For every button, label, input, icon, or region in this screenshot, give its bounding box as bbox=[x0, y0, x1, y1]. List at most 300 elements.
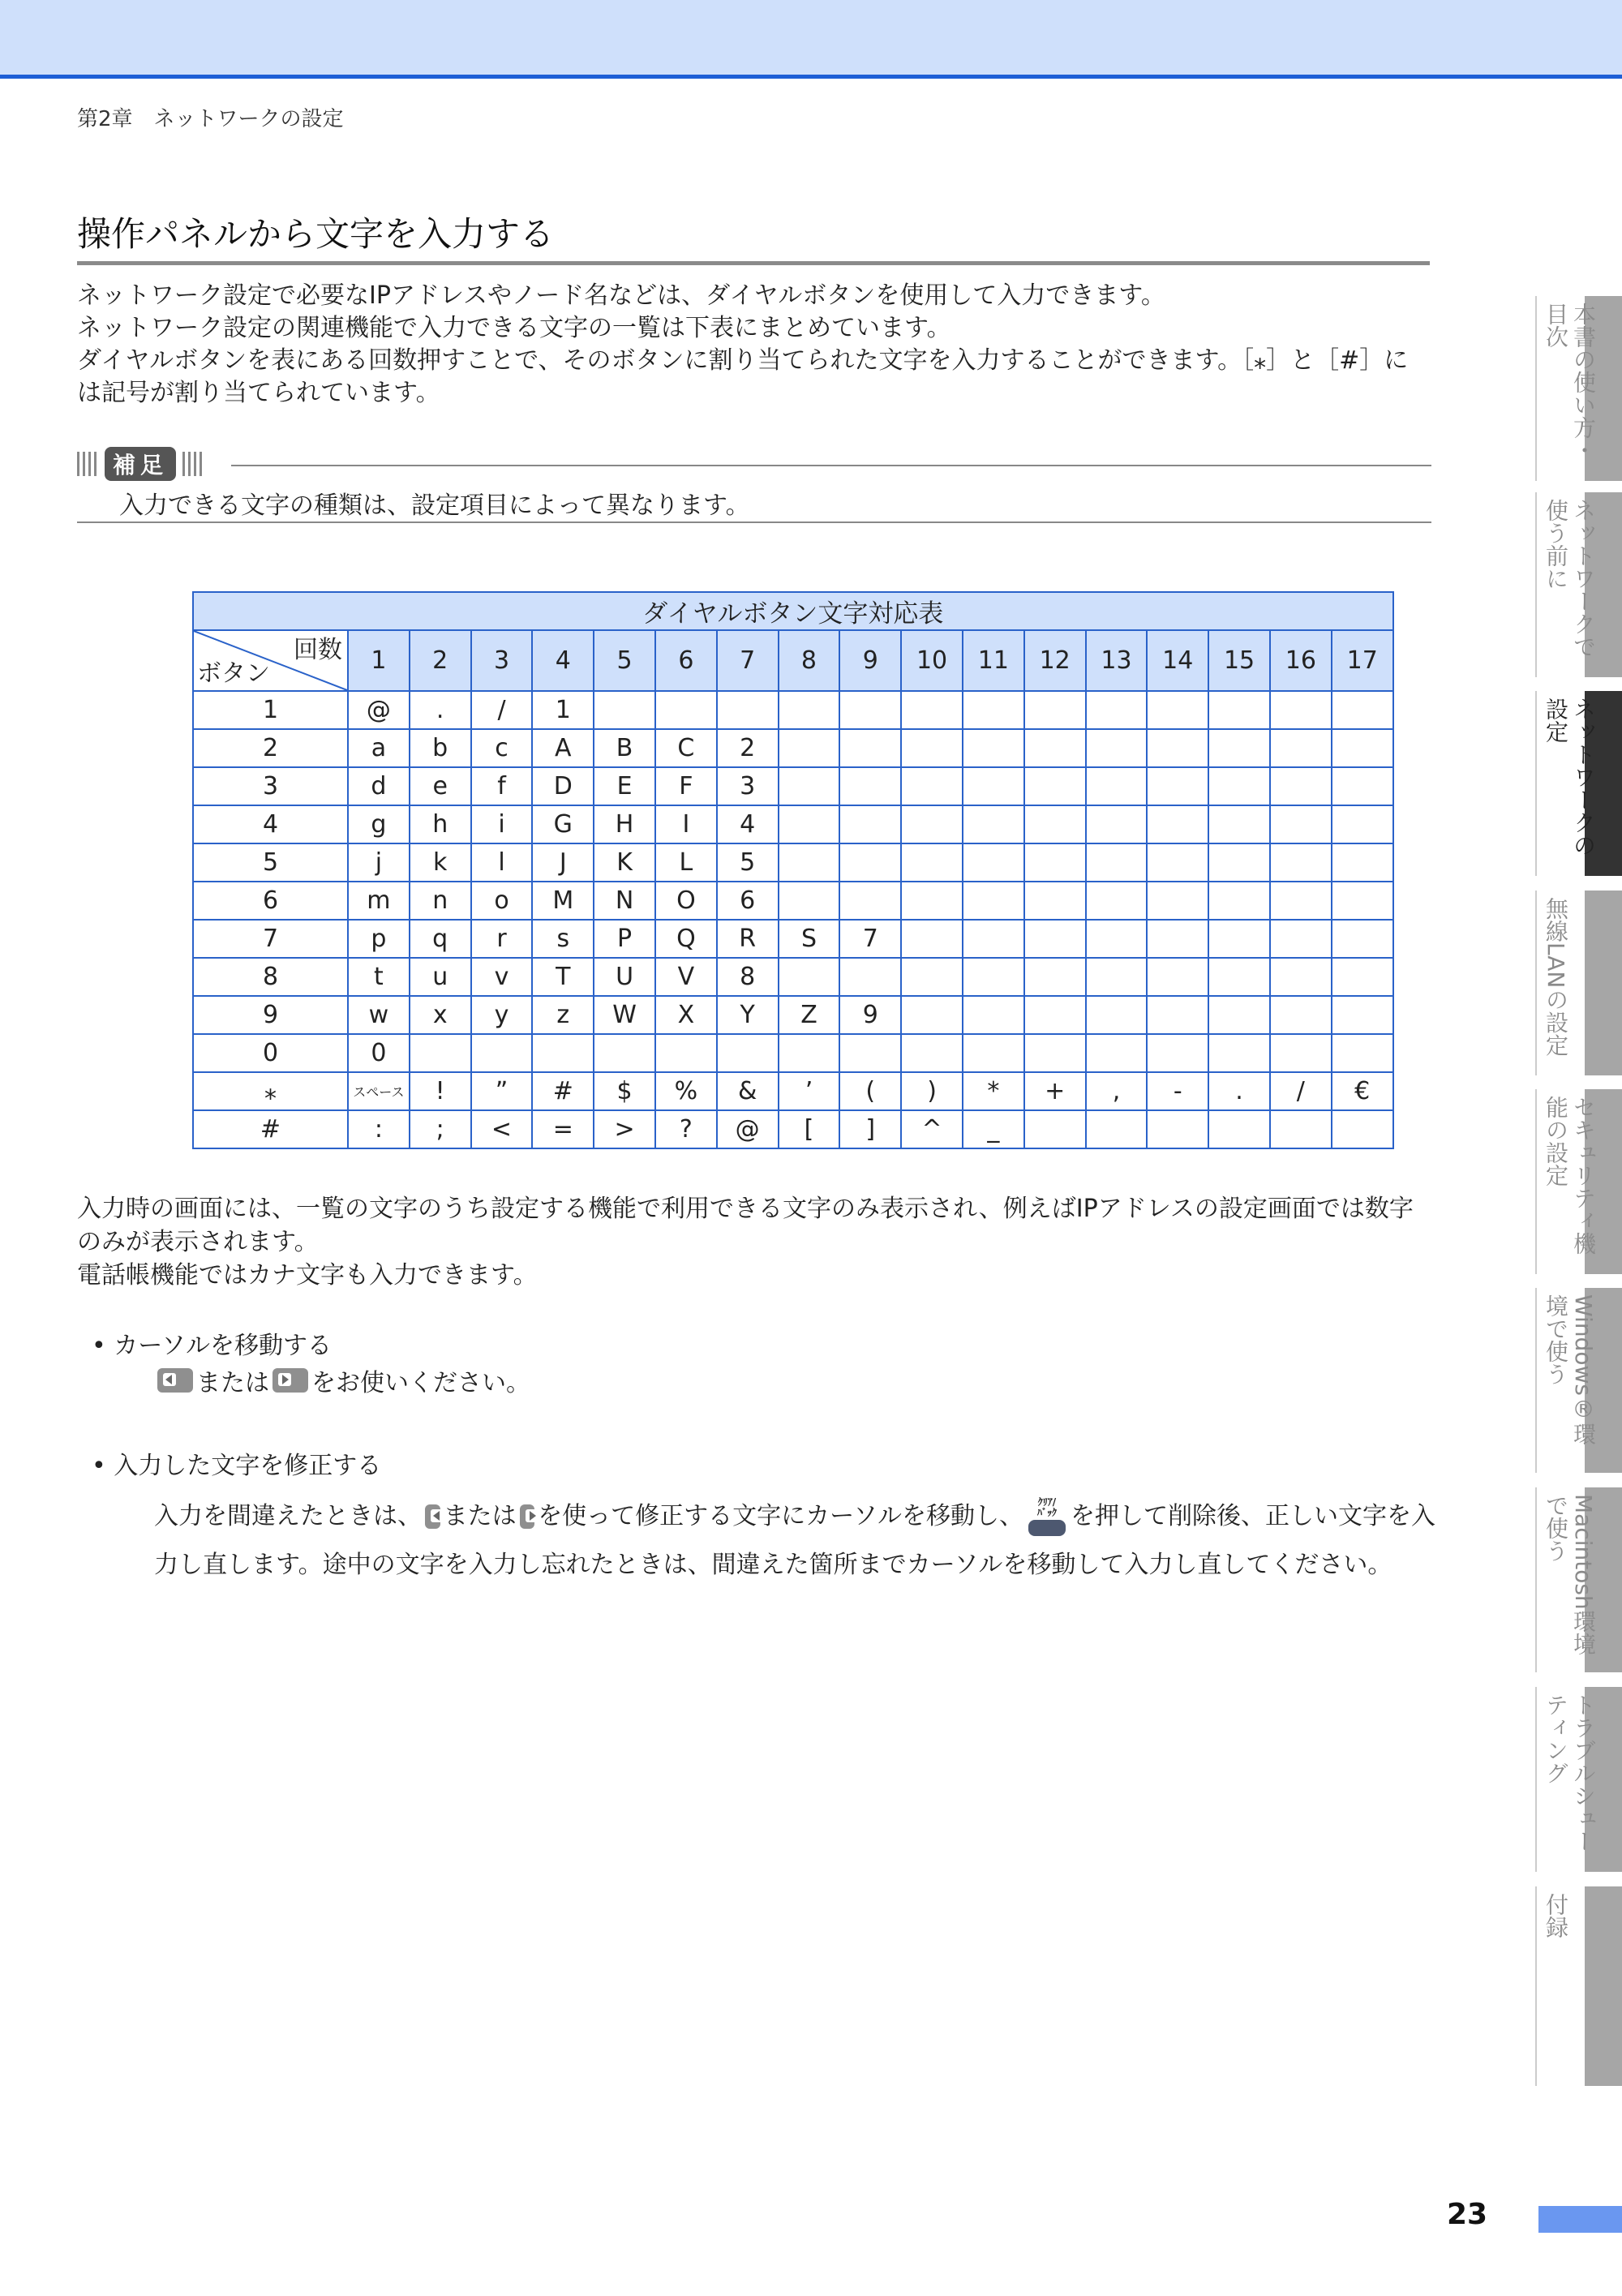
fix-text-b: または bbox=[443, 1502, 517, 1530]
table-cell: $ bbox=[594, 1072, 655, 1110]
table-cell bbox=[1332, 996, 1393, 1034]
table-cell: . bbox=[410, 691, 471, 729]
table-cell: * bbox=[963, 1072, 1024, 1110]
chapter-tab-label: ネットワークの設定 bbox=[1543, 697, 1597, 856]
text-or: または bbox=[196, 1369, 269, 1397]
table-cell: q bbox=[410, 920, 471, 958]
table-cell bbox=[1024, 729, 1086, 767]
table-cell: S bbox=[779, 920, 840, 958]
table-column-header: 10 bbox=[901, 630, 963, 691]
table-cell bbox=[1208, 996, 1270, 1034]
table-column-header: 11 bbox=[963, 630, 1024, 691]
table-cell bbox=[901, 958, 963, 996]
table-cell: ; bbox=[410, 1110, 471, 1148]
table-column-header: 2 bbox=[410, 630, 471, 691]
table-cell bbox=[1086, 996, 1148, 1034]
table-cell bbox=[1270, 1110, 1332, 1148]
row-button-label: # bbox=[193, 1110, 348, 1148]
table-cell bbox=[839, 691, 901, 729]
table-column-header: 4 bbox=[532, 630, 594, 691]
table-cell bbox=[1208, 1034, 1270, 1072]
note-header bbox=[77, 448, 1431, 482]
table-cell bbox=[1332, 805, 1393, 843]
table-cell bbox=[717, 691, 779, 729]
table-cell bbox=[1086, 691, 1148, 729]
table-cell: V bbox=[655, 958, 717, 996]
chapter-tab-separator bbox=[1535, 691, 1537, 876]
table-cell: t bbox=[348, 958, 410, 996]
table-cell bbox=[1024, 920, 1086, 958]
table-cell: 3 bbox=[717, 767, 779, 805]
row-button-label: 4 bbox=[193, 805, 348, 843]
table-cell bbox=[532, 1034, 594, 1072]
table-cell: スペース bbox=[348, 1072, 410, 1110]
table-column-header: 16 bbox=[1270, 630, 1332, 691]
table-cell: E bbox=[594, 767, 655, 805]
table-cell bbox=[1147, 996, 1208, 1034]
table-cell bbox=[1086, 1034, 1148, 1072]
table-cell bbox=[1270, 691, 1332, 729]
left-arrow-key-icon bbox=[157, 1368, 193, 1393]
table-cell bbox=[1147, 1110, 1208, 1148]
table-cell bbox=[1024, 1034, 1086, 1072]
row-button-label: 5 bbox=[193, 843, 348, 882]
bullet-fix-text-body bbox=[154, 1492, 1435, 1590]
intro-line: ネットワーク設定の関連機能で入力できる文字の一覧は下表にまとめています。 bbox=[77, 314, 951, 342]
table-cell bbox=[779, 729, 840, 767]
table-cell bbox=[1208, 882, 1270, 920]
table-cell: + bbox=[1024, 1072, 1086, 1110]
table-cell: j bbox=[348, 843, 410, 882]
note-divider bbox=[77, 521, 1431, 523]
table-cell: U bbox=[594, 958, 655, 996]
table-row bbox=[193, 1034, 1393, 1072]
table-cell: - bbox=[1147, 1072, 1208, 1110]
table-cell bbox=[901, 843, 963, 882]
fix-text-c: を使って修正する文字にカーソルを移動し、 bbox=[538, 1502, 1023, 1530]
table-cell: G bbox=[532, 805, 594, 843]
note-divider bbox=[231, 465, 1431, 466]
table-cell bbox=[1086, 767, 1148, 805]
row-button-label: 8 bbox=[193, 958, 348, 996]
intro-line: ネットワーク設定で必要なIPアドレスやノード名などは、ダイヤルボタンを使用して入力できます。 bbox=[77, 281, 1165, 310]
table-cell: ! bbox=[410, 1072, 471, 1110]
table-cell bbox=[963, 805, 1024, 843]
table-cell: X bbox=[655, 996, 717, 1034]
table-cell bbox=[779, 691, 840, 729]
table-cell bbox=[1147, 729, 1208, 767]
table-cell bbox=[471, 1034, 533, 1072]
table-row bbox=[193, 920, 1393, 958]
table-cell bbox=[1332, 1110, 1393, 1148]
table-cell bbox=[963, 996, 1024, 1034]
table-cell bbox=[410, 1034, 471, 1072]
table-cell bbox=[1270, 996, 1332, 1034]
row-button-label: 6 bbox=[193, 882, 348, 920]
table-cell bbox=[1208, 843, 1270, 882]
table-cell: P bbox=[594, 920, 655, 958]
chapter-tab[interactable] bbox=[1535, 492, 1622, 677]
table-cell bbox=[1086, 1110, 1148, 1148]
table-cell bbox=[1147, 843, 1208, 882]
table-cell bbox=[1332, 882, 1393, 920]
chapter-tab-separator bbox=[1535, 492, 1537, 677]
table-cell bbox=[839, 729, 901, 767]
table-cell: z bbox=[532, 996, 594, 1034]
row-button-label: 7 bbox=[193, 920, 348, 958]
table-cell bbox=[963, 920, 1024, 958]
table-cell: D bbox=[532, 767, 594, 805]
chapter-tab-separator bbox=[1535, 1687, 1537, 1872]
table-cell bbox=[1208, 958, 1270, 996]
header-band bbox=[0, 0, 1622, 79]
table-cell: h bbox=[410, 805, 471, 843]
table-cell bbox=[901, 920, 963, 958]
chapter-tab-label: Windows®環境で使う bbox=[1543, 1294, 1597, 1445]
row-button-label: 3 bbox=[193, 767, 348, 805]
table-cell: J bbox=[532, 843, 594, 882]
table-cell: # bbox=[532, 1072, 594, 1110]
table-cell bbox=[839, 767, 901, 805]
table-row bbox=[193, 729, 1393, 767]
table-cell: @ bbox=[348, 691, 410, 729]
table-cell bbox=[839, 843, 901, 882]
dial-button-char-table bbox=[192, 591, 1394, 1149]
table-row bbox=[193, 996, 1393, 1034]
table-cell: 8 bbox=[717, 958, 779, 996]
chapter-tab-label: 無線LANの設定 bbox=[1543, 897, 1569, 1057]
table-cell: H bbox=[594, 805, 655, 843]
table-cell bbox=[1147, 920, 1208, 958]
table-cell bbox=[1208, 729, 1270, 767]
table-cell: Y bbox=[717, 996, 779, 1034]
page-title: 操作パネルから文字を入力する bbox=[77, 208, 1430, 265]
chapter-tab-separator bbox=[1535, 1089, 1537, 1274]
table-cell bbox=[963, 767, 1024, 805]
table-cell: a bbox=[348, 729, 410, 767]
table-column-header: 7 bbox=[717, 630, 779, 691]
table-cell: b bbox=[410, 729, 471, 767]
table-cell: > bbox=[594, 1110, 655, 1148]
table-cell bbox=[1024, 805, 1086, 843]
chapter-tab-bar bbox=[1585, 891, 1622, 1075]
table-cell: _ bbox=[963, 1110, 1024, 1148]
table-cell: < bbox=[471, 1110, 533, 1148]
table-cell bbox=[1208, 805, 1270, 843]
table-cell: @ bbox=[717, 1110, 779, 1148]
table-cell bbox=[1270, 843, 1332, 882]
table-cell: T bbox=[532, 958, 594, 996]
intro-line: ダイヤルボタンを表にある回数押すことで、そのボタンに割り当てられた文字を入力することができます。［⁎］と［#］に bbox=[77, 346, 1409, 375]
intro-text bbox=[77, 280, 1431, 410]
chapter-tab-separator bbox=[1535, 1487, 1537, 1672]
chapter-tab[interactable] bbox=[1535, 1886, 1622, 2086]
table-cell: x bbox=[410, 996, 471, 1034]
table-cell: O bbox=[655, 882, 717, 920]
table-cell: r bbox=[471, 920, 533, 958]
table-cell: n bbox=[410, 882, 471, 920]
table-cell bbox=[1086, 920, 1148, 958]
table-cell: m bbox=[348, 882, 410, 920]
table-cell bbox=[1086, 958, 1148, 996]
table-cell bbox=[1024, 882, 1086, 920]
table-cell bbox=[1147, 1034, 1208, 1072]
table-cell bbox=[839, 805, 901, 843]
table-column-header: 17 bbox=[1332, 630, 1393, 691]
table-column-header: 12 bbox=[1024, 630, 1086, 691]
table-cell bbox=[1024, 996, 1086, 1034]
table-cell: & bbox=[717, 1072, 779, 1110]
note-label: 補足 bbox=[105, 447, 176, 481]
clear-key-label: ｸﾘｱ/ bbox=[1037, 1496, 1057, 1508]
chapter-tab[interactable] bbox=[1535, 296, 1622, 481]
table-cell: L bbox=[655, 843, 717, 882]
row-button-label: 0 bbox=[193, 1034, 348, 1072]
table-cell bbox=[963, 1034, 1024, 1072]
table-cell bbox=[901, 691, 963, 729]
table-cell bbox=[1270, 882, 1332, 920]
breadcrumb: 第2章 ネットワークの設定 bbox=[77, 107, 344, 131]
table-cell: d bbox=[348, 767, 410, 805]
table-cell: . bbox=[1208, 1072, 1270, 1110]
page-number: 23 bbox=[1447, 2198, 1488, 2231]
table-cell: u bbox=[410, 958, 471, 996]
table-column-header: 1 bbox=[348, 630, 410, 691]
table-cell: l bbox=[471, 843, 533, 882]
table-cell: ” bbox=[471, 1072, 533, 1110]
intro-line: は記号が割り当てられています。 bbox=[77, 379, 440, 407]
chapter-tab-label: ネットワークで使う前に bbox=[1543, 499, 1597, 658]
table-column-header: 9 bbox=[839, 630, 901, 691]
table-cell bbox=[1270, 958, 1332, 996]
table-cell: ) bbox=[901, 1072, 963, 1110]
table-cell bbox=[1270, 729, 1332, 767]
left-arrow-key-icon bbox=[425, 1504, 440, 1529]
table-cell: ( bbox=[839, 1072, 901, 1110]
chapter-tab[interactable] bbox=[1535, 1288, 1622, 1473]
bullet-move-cursor-text bbox=[154, 1363, 530, 1398]
chapter-tab[interactable] bbox=[1535, 691, 1622, 876]
table-cell: W bbox=[594, 996, 655, 1034]
table-cell bbox=[1086, 843, 1148, 882]
table-cell: ’ bbox=[779, 1072, 840, 1110]
fix-line-2: 力し直します。途中の文字を入力し忘れたときは、間違えた箇所までカーソルを移動して入力し直してください。 bbox=[154, 1551, 1392, 1579]
explanation-text bbox=[77, 1192, 1431, 1292]
table-cell: N bbox=[594, 882, 655, 920]
explanation-line: 入力時の画面には、一覧の文字のうち設定する機能で利用できる文字のみ表示され、例えばIPアドレスの設定画面では数字 bbox=[77, 1195, 1414, 1223]
table-cell: : bbox=[348, 1110, 410, 1148]
table-cell bbox=[901, 805, 963, 843]
table-cell: K bbox=[594, 843, 655, 882]
table-cell bbox=[1024, 1110, 1086, 1148]
row-button-label: 9 bbox=[193, 996, 348, 1034]
table-cell: M bbox=[532, 882, 594, 920]
chapter-tab-bar bbox=[1585, 1886, 1622, 2086]
table-cell: ? bbox=[655, 1110, 717, 1148]
note-text: 入力できる文字の種類は、設定項目によって異なります。 bbox=[119, 491, 750, 520]
page-number-marker bbox=[1538, 2206, 1622, 2233]
table-cell: % bbox=[655, 1072, 717, 1110]
chapter-tab-separator bbox=[1535, 296, 1537, 481]
chapter-tab[interactable] bbox=[1535, 1487, 1622, 1672]
table-cell: 6 bbox=[717, 882, 779, 920]
table-cell: [ bbox=[779, 1110, 840, 1148]
table-cell: v bbox=[471, 958, 533, 996]
table-cell: 1 bbox=[532, 691, 594, 729]
table-cell bbox=[1270, 767, 1332, 805]
table-cell: C bbox=[655, 729, 717, 767]
table-caption: ダイヤルボタン文字対応表 bbox=[193, 592, 1393, 630]
table-row bbox=[193, 882, 1393, 920]
table-cell bbox=[1208, 767, 1270, 805]
table-cell bbox=[963, 729, 1024, 767]
corner-label-button: ボタン bbox=[197, 659, 270, 688]
text-use: をお使いください。 bbox=[311, 1369, 530, 1397]
table-cell bbox=[839, 882, 901, 920]
table-cell bbox=[1332, 729, 1393, 767]
table-cell bbox=[901, 1034, 963, 1072]
row-button-label: 1 bbox=[193, 691, 348, 729]
table-column-header: 6 bbox=[655, 630, 717, 691]
table-cell bbox=[1208, 920, 1270, 958]
table-row bbox=[193, 1072, 1393, 1110]
table-cell: s bbox=[532, 920, 594, 958]
table-column-header: 3 bbox=[471, 630, 533, 691]
table-cell: k bbox=[410, 843, 471, 882]
table-cell bbox=[717, 1034, 779, 1072]
table-cell bbox=[1024, 767, 1086, 805]
table-cell bbox=[1208, 691, 1270, 729]
table-cell: B bbox=[594, 729, 655, 767]
table-cell bbox=[1270, 920, 1332, 958]
table-cell: y bbox=[471, 996, 533, 1034]
table-cell bbox=[963, 958, 1024, 996]
table-cell: / bbox=[471, 691, 533, 729]
chapter-tab[interactable] bbox=[1535, 1089, 1622, 1274]
table-column-header: 15 bbox=[1208, 630, 1270, 691]
table-cell: 2 bbox=[717, 729, 779, 767]
table-cell bbox=[1332, 1034, 1393, 1072]
chapter-tab[interactable] bbox=[1535, 891, 1622, 1075]
table-cell: I bbox=[655, 805, 717, 843]
fix-text-d: を押して削除後、正しい文字を入 bbox=[1071, 1502, 1435, 1530]
explanation-line: 電話帳機能ではカナ文字も入力できます。 bbox=[77, 1261, 538, 1290]
bullet-move-cursor-title: • カーソルを移動する bbox=[92, 1332, 333, 1360]
row-button-label: ⁎ bbox=[193, 1072, 348, 1110]
table-cell bbox=[1147, 691, 1208, 729]
table-cell bbox=[1332, 767, 1393, 805]
chapter-tab-separator bbox=[1535, 1288, 1537, 1473]
table-cell bbox=[779, 1034, 840, 1072]
table-cell: / bbox=[1270, 1072, 1332, 1110]
table-cell bbox=[839, 958, 901, 996]
table-cell bbox=[1147, 767, 1208, 805]
bullet-fix-text-title: • 入力した文字を修正する bbox=[92, 1452, 382, 1480]
table-cell bbox=[594, 1034, 655, 1072]
table-cell bbox=[1332, 958, 1393, 996]
table-cell bbox=[839, 1034, 901, 1072]
table-cell bbox=[963, 843, 1024, 882]
table-cell bbox=[1086, 729, 1148, 767]
table-cell bbox=[1270, 805, 1332, 843]
table-cell bbox=[779, 882, 840, 920]
table-row bbox=[193, 691, 1393, 729]
table-cell bbox=[779, 805, 840, 843]
table-cell bbox=[1208, 1110, 1270, 1148]
back-key-label: ﾊﾞｯｸ bbox=[1036, 1507, 1057, 1518]
explanation-line: のみが表示されます。 bbox=[77, 1228, 319, 1256]
row-button-label: 2 bbox=[193, 729, 348, 767]
table-cell bbox=[1332, 691, 1393, 729]
table-cell: ^ bbox=[901, 1110, 963, 1148]
chapter-tab[interactable] bbox=[1535, 1687, 1622, 1872]
table-cell: € bbox=[1332, 1072, 1393, 1110]
table-cell bbox=[1024, 843, 1086, 882]
chapter-tab-label: トラブルシューティング bbox=[1543, 1693, 1597, 1852]
table-cell bbox=[1086, 805, 1148, 843]
table-column-header: 5 bbox=[594, 630, 655, 691]
note-ticks-icon bbox=[77, 452, 98, 476]
clear-back-key-icon bbox=[1028, 1497, 1066, 1536]
table-cell: p bbox=[348, 920, 410, 958]
table-cell bbox=[963, 882, 1024, 920]
note-badge bbox=[77, 448, 204, 480]
table-cell bbox=[1147, 958, 1208, 996]
table-cell bbox=[779, 958, 840, 996]
table-cell: = bbox=[532, 1110, 594, 1148]
note-ticks-icon bbox=[182, 452, 204, 476]
table-cell: 9 bbox=[839, 996, 901, 1034]
table-cell: F bbox=[655, 767, 717, 805]
table-column-header: 14 bbox=[1147, 630, 1208, 691]
table-cell bbox=[779, 843, 840, 882]
table-column-header: 8 bbox=[779, 630, 840, 691]
table-cell bbox=[901, 729, 963, 767]
table-cell bbox=[901, 996, 963, 1034]
table-cell bbox=[655, 1034, 717, 1072]
table-row bbox=[193, 805, 1393, 843]
table-cell: f bbox=[471, 767, 533, 805]
table-cell: ] bbox=[839, 1110, 901, 1148]
table-cell: c bbox=[471, 729, 533, 767]
chapter-tab-separator bbox=[1535, 1886, 1537, 2086]
table-row bbox=[193, 958, 1393, 996]
table-cell: 0 bbox=[348, 1034, 410, 1072]
table-column-header: 13 bbox=[1086, 630, 1148, 691]
table-cell bbox=[1024, 958, 1086, 996]
table-cell: , bbox=[1086, 1072, 1148, 1110]
table-cell: 7 bbox=[839, 920, 901, 958]
table-cell: g bbox=[348, 805, 410, 843]
table-cell bbox=[1332, 843, 1393, 882]
chapter-tab-separator bbox=[1535, 891, 1537, 1075]
table-corner-header bbox=[193, 630, 348, 691]
table-cell: e bbox=[410, 767, 471, 805]
table-cell bbox=[1147, 805, 1208, 843]
right-arrow-key-icon bbox=[272, 1368, 308, 1393]
table-cell bbox=[901, 767, 963, 805]
table-row bbox=[193, 1110, 1393, 1148]
table-cell: o bbox=[471, 882, 533, 920]
corner-label-count: 回数 bbox=[294, 636, 342, 664]
fix-text-a: 入力を間違えたときは、 bbox=[154, 1502, 422, 1530]
chapter-tab-label: Macintosh環境で使う bbox=[1543, 1494, 1597, 1655]
table-cell: 5 bbox=[717, 843, 779, 882]
table-cell: Z bbox=[779, 996, 840, 1034]
table-row bbox=[193, 843, 1393, 882]
table-cell bbox=[594, 691, 655, 729]
table-cell: i bbox=[471, 805, 533, 843]
